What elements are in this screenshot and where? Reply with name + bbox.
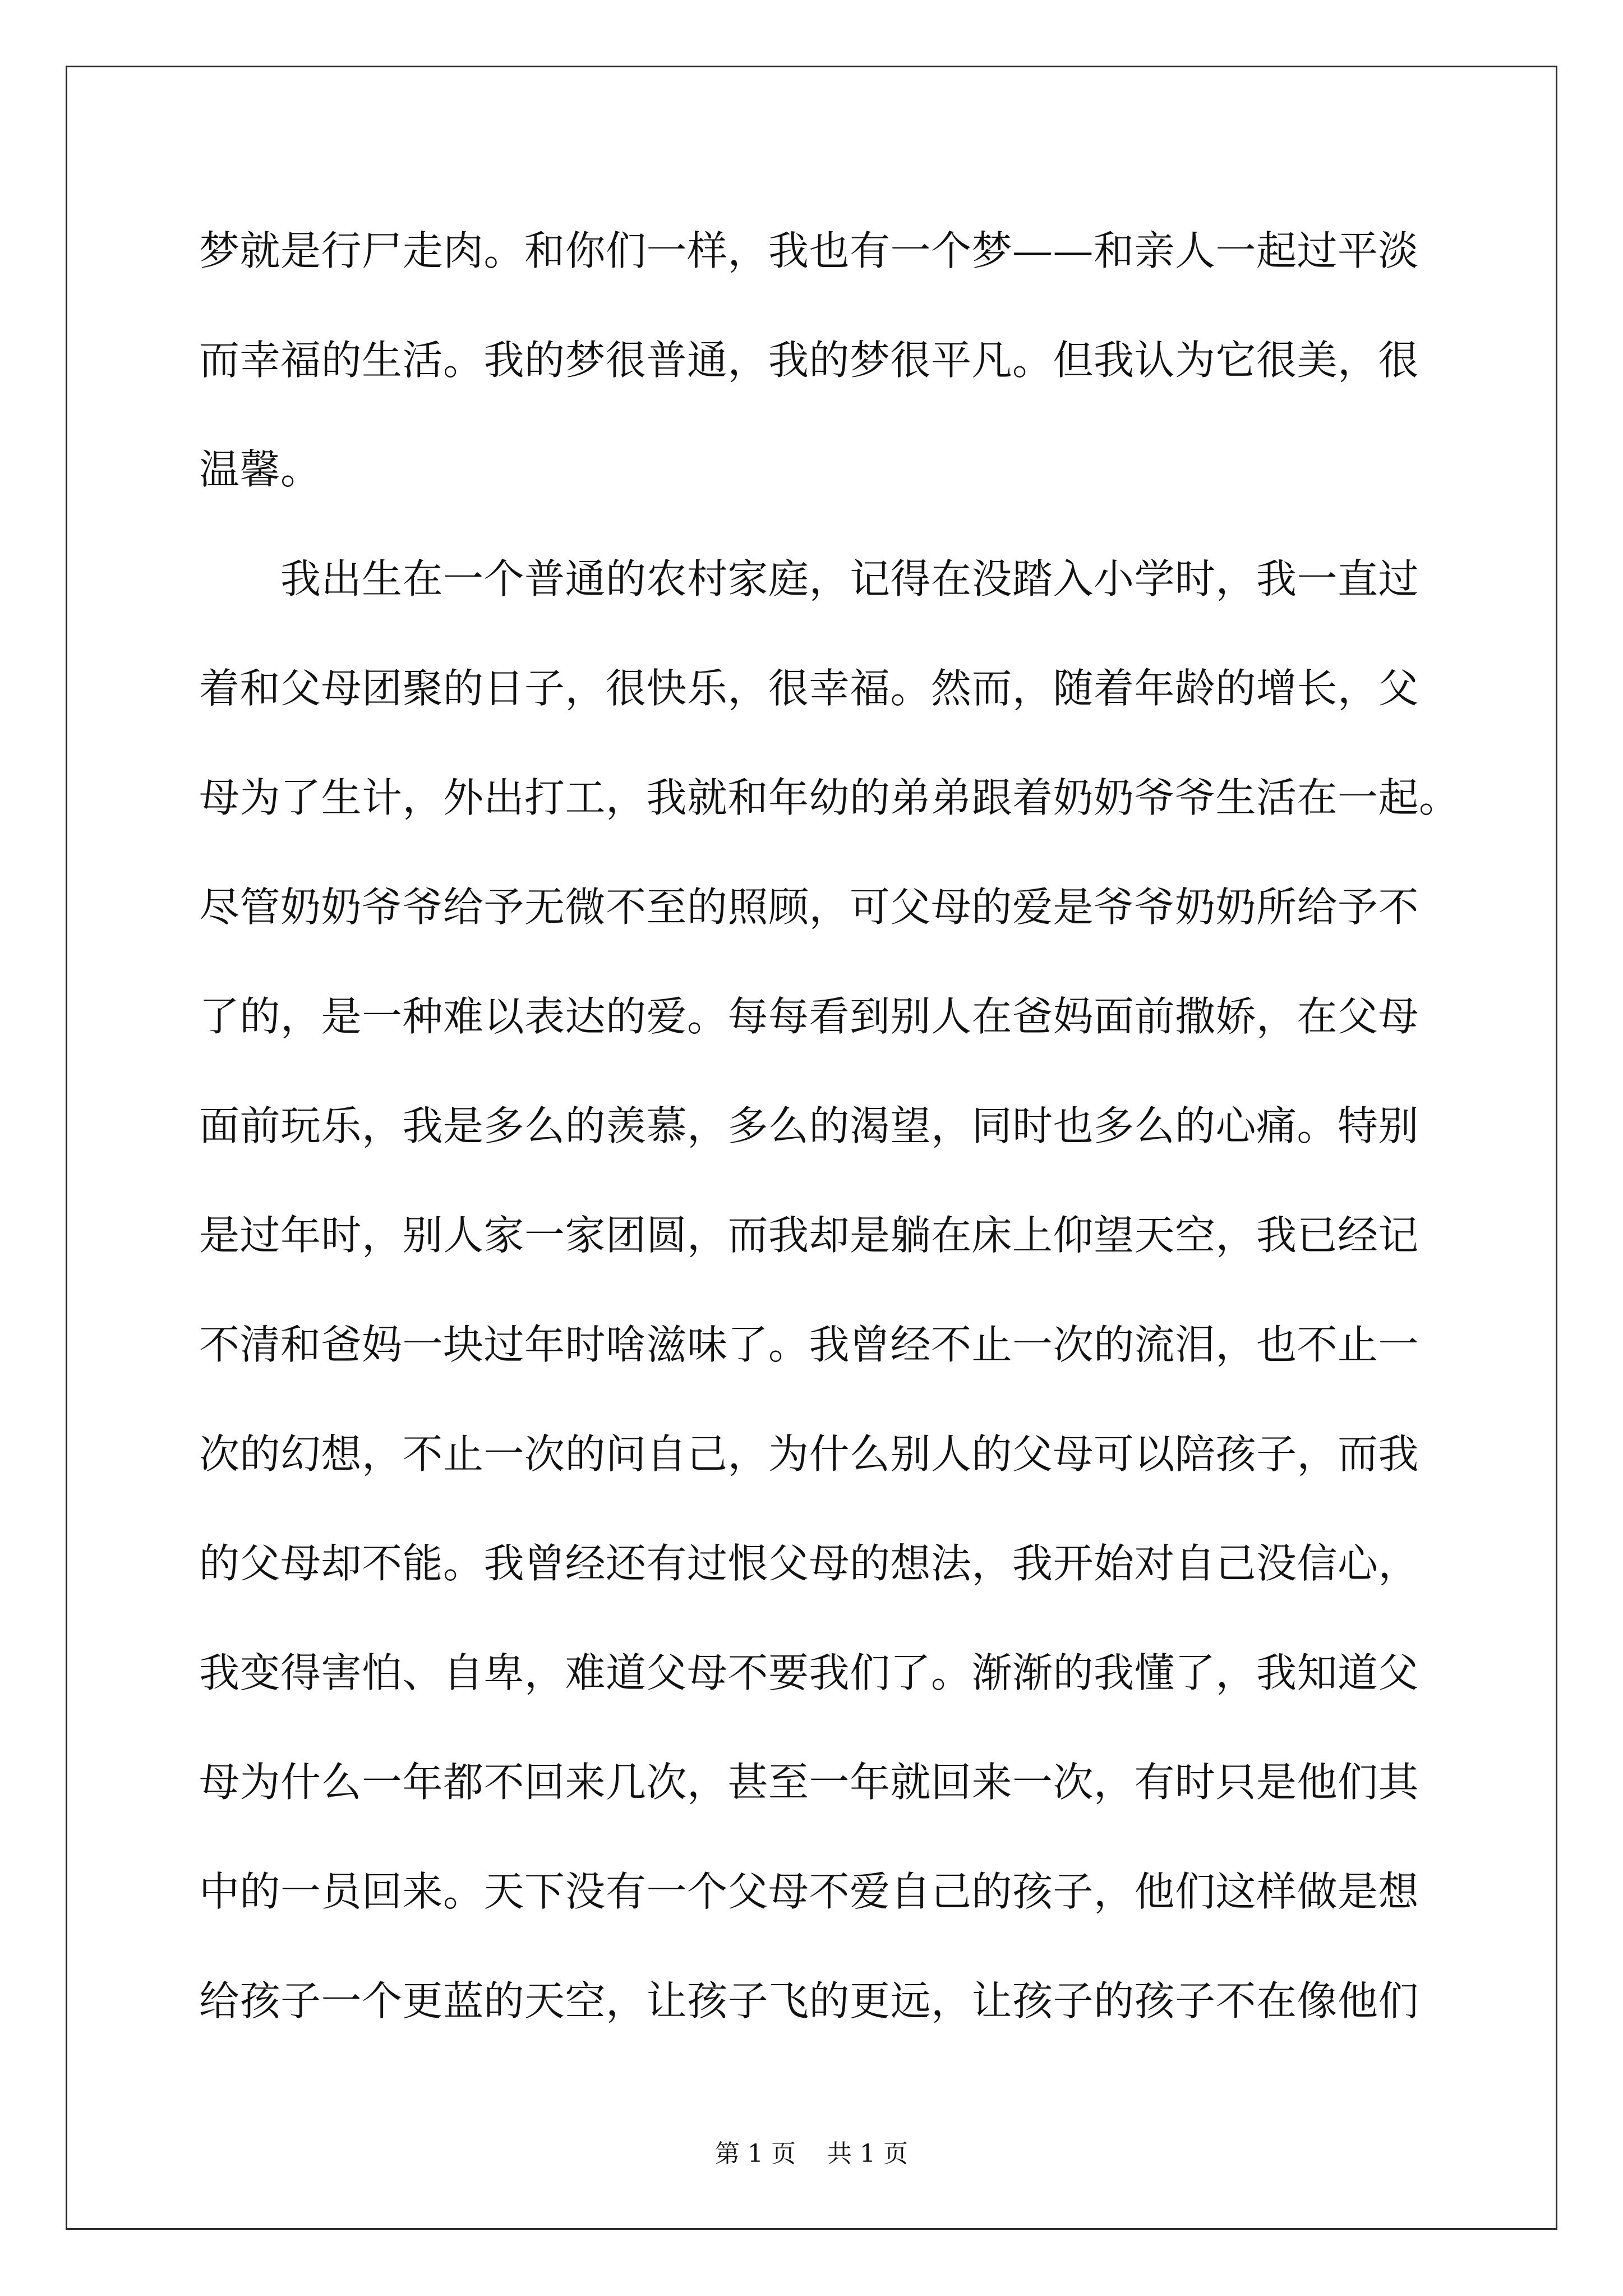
text-line: 的父母却不能。我曾经还有过恨父母的想法，我开始对自己没信心， [199,1540,1419,1587]
text-line: 不清和爸妈一块过年时啥滋味了。我曾经不止一次的流泪，也不止一 [199,1321,1419,1368]
text-line: 着和父母团聚的日子，很快乐，很幸福。然而，随着年龄的增长，父 [199,665,1419,712]
page-footer [0,2137,1623,2171]
text-line: 梦就是行尸走肉。和你们一样，我也有一个梦——和亲人一起过平淡 [199,227,1419,274]
page-total: 共 1 页 [827,2139,908,2168]
text-line: 给孩子一个更蓝的天空，让孩子飞的更远，让孩子的孩子不在像他们 [199,1977,1419,2024]
document-body [199,222,1460,2081]
text-line: 是过年时，别人家一家团圆，而我却是躺在床上仰望天空，我已经记 [199,1212,1419,1259]
text-line: 而幸福的生活。我的梦很普通，我的梦很平凡。但我认为它很美，很 [199,337,1419,384]
text-line: 温馨。 [199,446,321,493]
text-line: 我变得害怕、自卑，难道父母不要我们了。渐渐的我懂了，我知道父 [199,1649,1419,1696]
text-line: 母为了生计，外出打工，我就和年幼的弟弟跟着奶奶爷爷生活在一起。 [199,774,1460,821]
text-line: 了的，是一种难以表达的爱。每每看到别人在爸妈面前撒娇，在父母 [199,993,1419,1040]
text-line: 面前玩乐，我是多么的羡慕，多么的渴望，同时也多么的心痛。特别 [199,1102,1419,1149]
text-line: 我出生在一个普通的农村家庭，记得在没踏入小学时，我一直过 [199,555,1419,602]
page-number: 第 1 页 [715,2139,796,2168]
text-line: 母为什么一年都不回来几次，甚至一年就回来一次，有时只是他们其 [199,1759,1419,1806]
text-line: 尽管奶奶爷爷给予无微不至的照顾，可父母的爱是爷爷奶奶所给予不 [199,884,1419,931]
text-line: 次的幻想，不止一次的问自己，为什么别人的父母可以陪孩子，而我 [199,1430,1419,1478]
text-line: 中的一员回来。天下没有一个父母不爱自己的孩子，他们这样做是想 [199,1868,1419,1915]
